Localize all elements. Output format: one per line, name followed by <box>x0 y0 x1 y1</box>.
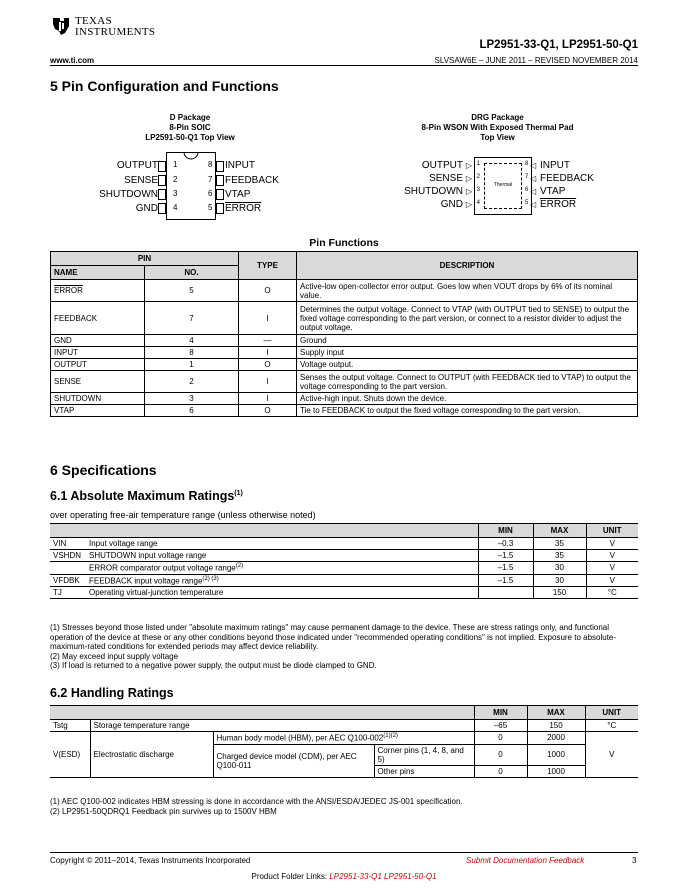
th-max: MAX <box>533 524 586 538</box>
pin-arrow-icon: ◁ <box>530 187 537 196</box>
pin-arrow-icon: ▷ <box>465 187 472 196</box>
table-row <box>51 393 638 405</box>
pin-desc-cell: Tie to FEEDBACK to output the fixed voltage corresponding to the part version. <box>297 405 638 417</box>
th-unit: UNIT <box>585 706 638 720</box>
d-pin-name: INPUT <box>225 160 255 171</box>
drg-package-line3: Top View <box>480 133 515 142</box>
d-pin-row <box>60 174 178 188</box>
table-header-row <box>50 524 638 538</box>
ti-logo <box>50 12 170 40</box>
hbm-max-cell: 2000 <box>527 732 585 745</box>
other-max-cell: 1000 <box>527 765 585 777</box>
submit-feedback-link[interactable]: Submit Documentation Feedback <box>466 856 585 865</box>
drg-pin-name: FEEDBACK <box>540 173 594 184</box>
d-pin-row <box>60 160 178 174</box>
table-row <box>51 302 638 335</box>
handling-notes <box>50 797 640 816</box>
d-package-caption <box>110 113 270 143</box>
th-unit: UNIT <box>586 524 638 538</box>
d-pin-number: 7 <box>208 175 213 184</box>
table-row <box>50 587 638 599</box>
amr-max-cell: 30 <box>533 562 586 575</box>
d-pin-row <box>208 174 308 188</box>
amr-param-cell <box>86 562 478 575</box>
d-pin-number: 8 <box>208 160 213 169</box>
table-row <box>50 732 638 745</box>
pin-name-cell: INPUT <box>51 347 145 359</box>
d-pin-row <box>208 160 308 174</box>
d-pin-stub <box>216 189 224 200</box>
pin-type-cell: I <box>239 347 297 359</box>
drg-pin-number: 3 <box>476 187 480 193</box>
pin-no-cell: 3 <box>145 393 239 405</box>
tstg-min-cell: –65 <box>474 720 527 732</box>
corner-cell: Corner pins (1, 4, 8, and 5) <box>374 744 474 765</box>
pin-name-cell: SHUTDOWN <box>51 393 145 405</box>
d-pin-name: ERROR <box>225 203 262 214</box>
pin-name-cell: OUTPUT <box>51 359 145 371</box>
pin-name-cell: GND <box>51 335 145 347</box>
tstg-unit-cell: °C <box>585 720 638 732</box>
amr-subtitle: over operating free-air temperature range (unless otherwise noted) <box>50 510 316 520</box>
amr-param-cell <box>86 574 478 587</box>
amr-title <box>50 489 243 503</box>
pin-type-cell: O <box>239 405 297 417</box>
esd-param-cell: Electrostatic discharge <box>90 732 213 778</box>
amr-min-cell: –0.3 <box>478 538 533 550</box>
table-row <box>51 405 638 417</box>
wson-package-body <box>474 157 532 215</box>
corner-max-cell: 1000 <box>527 744 585 765</box>
pin-desc-cell: Determines the output voltage. Connect to VTAP (with OUTPUT tied to SENSE) to output the fixed voltage corresponding to the part version, or connect to a resistor divider to adjust the output voltage. <box>297 302 638 335</box>
pin-functions-table <box>50 251 638 417</box>
table-row <box>51 359 638 371</box>
amr-max-cell: 35 <box>533 550 586 562</box>
table-row <box>50 720 638 732</box>
pin-type-cell: I <box>239 393 297 405</box>
d-pin-name: GND <box>135 203 158 214</box>
drg-pin-row <box>340 173 480 186</box>
amr-sym-cell: VSHDN <box>50 550 86 562</box>
amr-min-cell: –1.5 <box>478 562 533 575</box>
amr-param-text: ERROR comparator output voltage range <box>89 563 236 573</box>
amr-title-sup: (1) <box>234 489 243 497</box>
amr-min-cell: –1.5 <box>478 550 533 562</box>
pin-arrow-icon: ◁ <box>530 174 537 183</box>
th-min: MIN <box>474 706 527 720</box>
amr-min-cell: –1.5 <box>478 574 533 587</box>
pin-arrow-icon: ▷ <box>465 161 472 170</box>
table-row <box>50 550 638 562</box>
pin-type-cell: I <box>239 302 297 335</box>
drg-pin-name: VTAP <box>540 186 566 197</box>
page-number: 3 <box>632 856 637 865</box>
cdm-cell: Charged device model (CDM), per AEC Q100-011 <box>213 744 374 777</box>
drg-pin-row <box>525 173 625 186</box>
drg-pin-name: GND <box>440 199 463 210</box>
d-pin-number: 1 <box>173 160 178 169</box>
pin-type-cell: O <box>239 280 297 302</box>
th-pin: PIN <box>51 252 239 266</box>
pin-arrow-icon: ◁ <box>530 161 537 170</box>
d-pin-row <box>208 202 308 216</box>
table-row <box>50 574 638 587</box>
pin-type-cell: O <box>239 359 297 371</box>
pin-name-cell: SENSE <box>51 371 145 393</box>
pin-desc-cell: Senses the output voltage. Connect to OUTPUT (with FEEDBACK tied to VTAP) to output the voltage corresponding to the part version. <box>297 371 638 393</box>
thermal-pad <box>484 163 522 209</box>
d-pin-stub <box>216 161 224 172</box>
amr-param-text: FEEDBACK input voltage range <box>89 576 203 586</box>
section6-title: 6 Specifications <box>50 462 157 478</box>
product-folder-links <box>50 872 638 881</box>
drg-pin-name: OUTPUT <box>421 160 463 171</box>
esd-sym-cell: V(ESD) <box>50 732 90 778</box>
drg-package-line1: DRG Package <box>471 113 524 122</box>
d-pin-stub <box>158 161 166 172</box>
drg-pin-name: SHUTDOWN <box>404 186 463 197</box>
hbm-min-cell: 0 <box>474 732 527 745</box>
drg-pin-number: 4 <box>476 200 480 206</box>
drg-pin-row <box>525 160 625 173</box>
pin-desc-cell: Voltage output. <box>297 359 638 371</box>
th-min: MIN <box>478 524 533 538</box>
handling-note: (2) LP2951-50QDRQ1 Feedback pin survives up to 1500V HBM <box>50 806 277 816</box>
copyright: Copyright © 2011–2014, Texas Instruments Incorporated <box>50 856 251 865</box>
pin-desc-cell: Supply input <box>297 347 638 359</box>
pin-arrow-icon: ▷ <box>465 200 472 209</box>
pin-table-caption: Pin Functions <box>309 237 379 249</box>
amr-unit-cell: °C <box>586 587 638 599</box>
amr-title-text: 6.1 Absolute Maximum Ratings <box>50 489 235 503</box>
d-package-line1: D Package <box>169 113 211 122</box>
d-pin-row <box>60 188 178 202</box>
d-package-line2: 8-Pin SOIC <box>169 123 211 132</box>
drg-left-pins <box>340 160 480 212</box>
footer-rule <box>50 852 638 853</box>
amr-param-sup: (2) (3) <box>202 575 219 582</box>
amr-unit-cell: V <box>586 550 638 562</box>
drg-pin-row <box>340 160 480 173</box>
drg-pin-number: 8 <box>525 161 529 167</box>
amr-param-sup: (2) <box>235 563 244 569</box>
product-link-33[interactable]: LP2951-33-Q1 <box>329 872 382 881</box>
pin-name-cell: ERROR <box>51 280 145 302</box>
tstg-max-cell: 150 <box>527 720 585 732</box>
header-rule <box>50 65 638 66</box>
amr-max-cell: 35 <box>533 538 586 550</box>
drg-pin-number: 7 <box>525 174 529 180</box>
d-pin-stub <box>216 203 224 214</box>
th-max: MAX <box>527 706 585 720</box>
part-numbers: LP2951-33-Q1, LP2951-50-Q1 <box>479 39 638 51</box>
amr-sym-cell <box>50 562 86 575</box>
table-row <box>50 562 638 575</box>
d-package-line3: LP2591-50-Q1 Top View <box>145 133 235 142</box>
amr-table <box>50 523 638 599</box>
company-name-line2: INSTRUMENTS <box>75 26 156 38</box>
th-name: NAME <box>51 266 145 280</box>
drg-pin-name: INPUT <box>540 160 570 171</box>
table-row <box>51 280 638 302</box>
drg-pin-row <box>340 186 480 199</box>
d-right-pins <box>208 160 308 216</box>
pin-type-cell: I <box>239 371 297 393</box>
esd-unit-cell: V <box>585 732 638 778</box>
th-blank <box>50 706 474 720</box>
amr-param-cell: Operating virtual-junction temperature <box>86 587 478 599</box>
d-pin-number: 4 <box>173 203 178 212</box>
pin-no-cell: 7 <box>145 302 239 335</box>
d-pin-name: FEEDBACK <box>225 175 279 186</box>
d-pin-row <box>60 202 178 216</box>
pin-arrow-icon: ▷ <box>465 174 472 183</box>
handling-title: 6.2 Handling Ratings <box>50 686 174 700</box>
d-pin-number: 2 <box>173 175 178 184</box>
website-link[interactable]: www.ti.com <box>50 56 95 65</box>
amr-max-cell: 30 <box>533 574 586 587</box>
d-pin-row <box>208 188 308 202</box>
drg-pin-number: 6 <box>525 187 529 193</box>
drg-pin-row <box>525 186 625 199</box>
drg-pin-row <box>525 199 625 212</box>
pin-no-cell: 2 <box>145 371 239 393</box>
product-link-50[interactable]: LP2951-50-Q1 <box>384 872 437 881</box>
section5-title: 5 Pin Configuration and Functions <box>50 78 279 94</box>
d-pin-stub <box>158 189 166 200</box>
pin-desc-cell: Active-low open-collector error output. Goes low when VOUT drops by 6% of its nominal value. <box>297 280 638 302</box>
drg-pin-name: SENSE <box>429 173 463 184</box>
th-type: TYPE <box>239 252 297 280</box>
d-pin-number: 6 <box>208 189 213 198</box>
drg-right-pins <box>525 160 625 212</box>
amr-max-cell: 150 <box>533 587 586 599</box>
table-header-row <box>51 252 638 266</box>
tstg-param-cell: Storage temperature range <box>90 720 474 732</box>
pin-desc-cell: Active-high input. Shuts down the device. <box>297 393 638 405</box>
amr-sym-cell: VIN <box>50 538 86 550</box>
drg-package-caption <box>395 113 600 143</box>
amr-sym-cell: VFDBK <box>50 574 86 587</box>
handling-table <box>50 705 638 778</box>
pin-no-cell: 1 <box>145 359 239 371</box>
d-pin-name: SENSE <box>124 175 158 186</box>
pin-type-cell: — <box>239 335 297 347</box>
table-header-row <box>50 706 638 720</box>
d-pin-stub <box>158 203 166 214</box>
d-left-pins <box>60 160 178 216</box>
amr-unit-cell: V <box>586 574 638 587</box>
other-min-cell: 0 <box>474 765 527 777</box>
amr-unit-cell: V <box>586 562 638 575</box>
other-cell: Other pins <box>374 765 474 777</box>
table-row <box>51 335 638 347</box>
doc-id: SLVSAW6E – JUNE 2011 – REVISED NOVEMBER 2014 <box>434 56 638 65</box>
drg-pin-number: 1 <box>476 161 480 167</box>
table-row <box>51 347 638 359</box>
amr-min-cell <box>478 587 533 599</box>
product-folder-label: Product Folder Links: <box>251 872 328 881</box>
ti-logo-icon <box>50 15 72 37</box>
pin-name-cell: VTAP <box>51 405 145 417</box>
d-pin-number: 5 <box>208 203 213 212</box>
d-pin-name: VTAP <box>225 189 251 200</box>
pin-desc-cell: Ground <box>297 335 638 347</box>
d-pin-name: SHUTDOWN <box>99 189 158 200</box>
th-description: DESCRIPTION <box>297 252 638 280</box>
d-pin-name: OUTPUT <box>116 160 158 171</box>
pin-arrow-icon: ◁ <box>530 200 537 209</box>
amr-param-cell: Input voltage range <box>86 538 478 550</box>
amr-notes <box>50 623 640 671</box>
table-row <box>50 538 638 550</box>
pin-no-cell: 8 <box>145 347 239 359</box>
th-blank <box>50 524 478 538</box>
hbm-text: Human body model (HBM), per AEC Q100-002 <box>216 733 384 743</box>
company-name-line1: TEXAS <box>75 15 112 27</box>
amr-note: (3) If load is returned to a negative power supply, the output must be diode clamped to GND. <box>50 661 377 670</box>
pin-no-cell: 4 <box>145 335 239 347</box>
amr-note: (1) Stresses beyond those listed under "absolute maximum ratings" may cause permanent damage to the device. These are stress ratings only, and functional operation of the device at these or any other conditions beyond those indicated under "recommended operating conditions" is not implied. Exposure to absolute-maximum-rated conditions for extended periods may affect device reliability. <box>50 623 617 651</box>
d-pin-stub <box>158 175 166 186</box>
drg-pin-number: 5 <box>525 200 529 206</box>
pin-name-cell: FEEDBACK <box>51 302 145 335</box>
th-no: NO. <box>145 266 239 280</box>
pin-no-cell: 5 <box>145 280 239 302</box>
amr-note: (2) May exceed input supply voltage <box>50 651 179 661</box>
drg-pin-name: ERROR <box>540 199 577 210</box>
hbm-cell <box>213 732 474 745</box>
d-pin-number: 3 <box>173 189 178 198</box>
tstg-sym-cell: Tstg <box>50 720 90 732</box>
pin-no-cell: 6 <box>145 405 239 417</box>
handling-note: (1) AEC Q100-002 indicates HBM stressing is done in accordance with the ANSI/ESDA/JEDEC JS-001 specification. <box>50 797 463 806</box>
d-pin-stub <box>216 175 224 186</box>
amr-unit-cell: V <box>586 538 638 550</box>
drg-pin-number: 2 <box>476 174 480 180</box>
drg-pin-row <box>340 199 480 212</box>
thermal-pad-label: Thermal <box>493 182 513 188</box>
corner-min-cell: 0 <box>474 744 527 765</box>
table-row <box>51 371 638 393</box>
hbm-sup: (1)(2) <box>383 733 398 739</box>
drg-package-line2: 8-Pin WSON With Exposed Thermal Pad <box>421 123 574 132</box>
amr-param-cell: SHUTDOWN input voltage range <box>86 550 478 562</box>
amr-sym-cell: TJ <box>50 587 86 599</box>
